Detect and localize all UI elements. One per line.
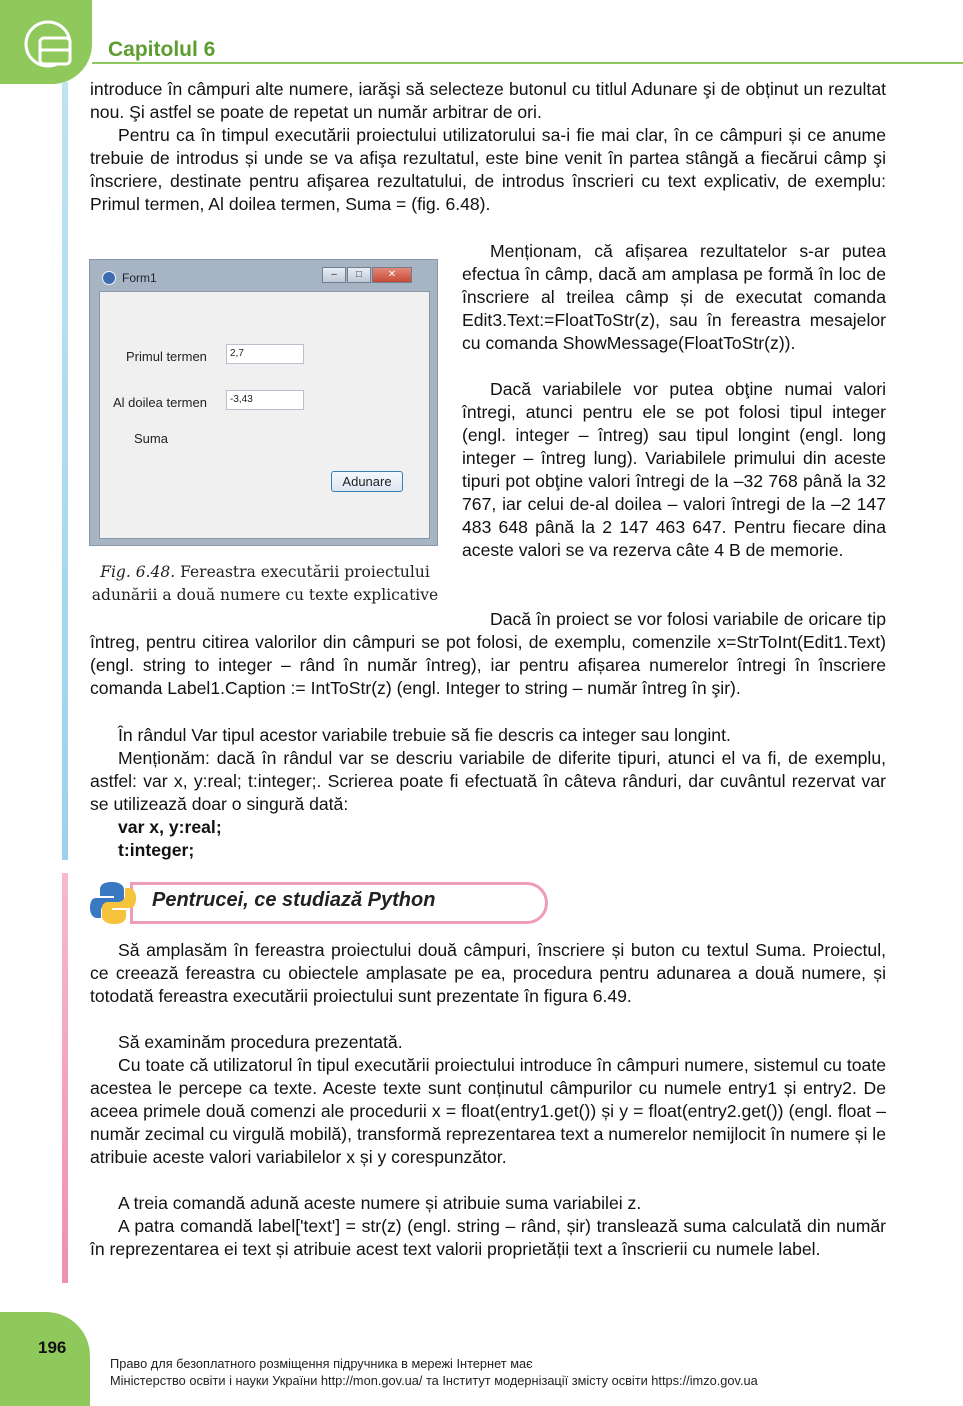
paragraph: A patra comandă label['text'] = str(z) (engl. string – rând, șir) translează suma calculată din număr în reprezentarea ei text și atribuie acest text valorii proprietății text a înscrierii cu numele label. <box>90 1216 886 1259</box>
paragraph: Să amplasăm în fereastra proiectului două câmpuri, înscriere și buton cu textul Suma. Proiectul, ce creează fereastra cu obiectele amplasate pe ea, procedura pentru adunarea a două numere, și totodată fereastra executării proiectului sunt prezentate în figura 6.49. <box>90 940 886 1006</box>
code-line: t:integer; <box>118 840 195 860</box>
add-button: Adunare <box>331 471 403 492</box>
paragraph: Pentru ca în timpul executării proiectului utilizatorului sa-i fie mai clar, în ce câmpuri și ce anume trebuie de introdus și unde se va afişa rezultatul, este bine venit în partea stângă a fiecărui câmp şi înscriere, destinate pentru afişarea rezultatului, de introdus înscrieri cu text explicativ, de exemplu: Primul termen, Al doilea termen, Suma = (fig. 6.48). <box>90 125 886 214</box>
paragraph: Menționam, că afișarea rezultatelor s-ar putea efectua în câmp, dacă am amplasa pe formă în loc de înscriere al treilea câmp și de executat comanda Edit3.Text:=FloatToStr(z), sau în fereastra mesajelor cu comanda ShowMessage(FloatToStr(z)). <box>462 241 886 353</box>
paragraph: Dacă variabilele vor putea obţine numai valori întregi, atunci pentru ele se pot folosi tipul integer (engl. integer – întreg) sau tipul longint (engl. long integer – întreg lung). Variabilele primului din aceste tipuri pot obţine valori întregi de la –32 768 până la 32 767, iar celui de-al doilea – valori întregi de la –2 147 483 648 până la 2 147 463 647. Pentru fiecare dina aceste valori se va rezerva câte 4 B de memorie. <box>462 379 886 560</box>
chapter-logo-icon <box>18 14 78 74</box>
paragraph: Cu toate că utilizatorul în tipul executării proiectului introduce în câmpuri numere, sistemul cu toate acestea le percepe ca texte. Aceste texte sunt conținutul câmpurilor cu numele entry1 și entry2. De aceea primele două comenzi ale procedurii x = float(entry1.get()) și y = float(entry2.get()) (engl. float – număr zecimal cu virgulă mobilă), transformă reprezentarea text a numerelor nemijlocit în numere și le atribuie aceste valori variabilelor x și y corespunzător. <box>90 1055 886 1167</box>
edit-second-term: -3,43 <box>226 390 304 410</box>
paragraph: Dacă în proiect se vor folosi variabile de oricare tip întreg, pentru citirea valorilor din câmpuri se pot folosi, de exemplu, comenzile x=StrToInt(Edit1.Text) (engl. string to integer – rând în număr întreg), iar pentru afișarea numerelor întregi în înscriere comanda Label1.Caption := IntToStr(z) (engl. Integer to string – număr întreg în şir). <box>90 609 886 698</box>
page-number: 196 <box>38 1338 67 1357</box>
label-first-term: Primul termen <box>126 349 207 364</box>
python-logo-icon <box>88 878 138 928</box>
maximize-icon: □ <box>347 267 371 283</box>
footer-line: Право для безоплатного розміщення підручника в мережі Інтернет має <box>110 1356 533 1371</box>
paragraph: A treia comandă adună aceste numere și atribuie suma variabilei z. <box>118 1193 642 1213</box>
code-line: var x, y:real; <box>118 817 222 837</box>
form-window-screenshot <box>89 259 438 546</box>
paragraph: Să examinăm procedura prezentată. <box>118 1032 403 1052</box>
page-number-tab <box>0 1312 90 1406</box>
form-icon <box>102 271 116 285</box>
figure-caption <box>90 561 440 607</box>
minimize-icon: – <box>322 267 346 283</box>
label-second-term: Al doilea termen <box>113 395 207 410</box>
window-client-area <box>99 291 430 539</box>
close-icon: ✕ <box>372 267 412 283</box>
figure-number: Fig. 6.48. <box>100 563 176 581</box>
label-sum: Suma <box>134 431 168 446</box>
header-rule <box>92 62 963 64</box>
paragraph: introduce în câmpuri alte numere, iarăşi să selecteze butonul cu titlul Adunare şi de obținut un rezultat nou. Şi astfel se poate de repetat un număr arbitrar de ori. <box>90 79 886 122</box>
side-bar-pink <box>62 873 68 1283</box>
paragraph: Menționăm: dacă în rândul var se descriu variabile de diferite tipuri, atunci el va fi, de exemplu, astfel: var x, y:real; t:integer;. Scrierea poate fi efectuată în câteva rânduri, dar cuvântul rezervat var se utilizează doar o singură dată: <box>90 748 886 814</box>
window-titlebar <box>90 260 437 290</box>
chapter-corner-tab <box>0 0 92 84</box>
paragraph: În rândul Var tipul acestor variabile trebuie să fie descris ca integer sau longint. <box>118 725 731 745</box>
python-section-title: Pentrucei, ce studiază Python <box>152 889 436 911</box>
footer-line: Міністерство освіти і науки України http://mon.gov.ua/ та Інститут модернізації змісту освіти https://imzo.gov.ua <box>110 1373 758 1388</box>
figure-caption-text: Fereastra executării proiectului adunării a două numere cu texte explicative <box>91 563 439 604</box>
side-bar-blue <box>62 82 68 860</box>
window-title: Form1 <box>122 271 157 285</box>
chapter-title: Capitolul 6 <box>108 38 216 61</box>
edit-first-term: 2,7 <box>226 344 304 364</box>
